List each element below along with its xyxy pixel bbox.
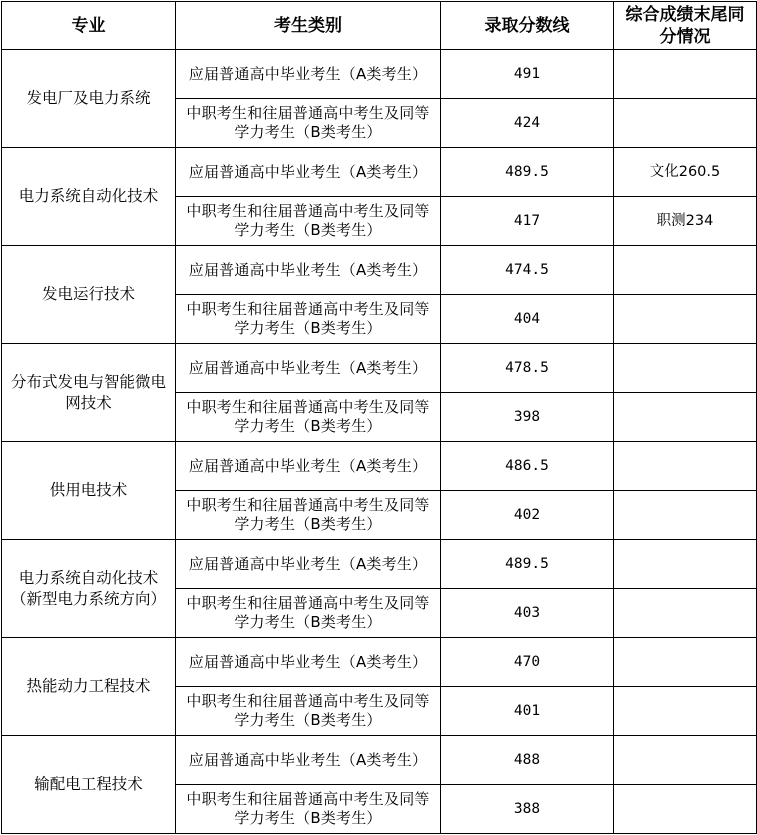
major-cell: 供用电技术 [2,442,176,540]
tie-note-cell [614,736,757,785]
category-b-cell: 中职考生和往届普通高中考生及同等学力考生（B类考生） [176,197,441,246]
tie-note-cell [614,442,757,491]
score-a-cell: 486.5 [441,442,614,491]
score-a-cell: 478.5 [441,344,614,393]
tie-note-cell [614,50,757,99]
tie-note-cell [614,295,757,344]
score-b-cell: 404 [441,295,614,344]
score-a-cell: 470 [441,638,614,687]
header-major: 专业 [2,2,176,50]
header-score: 录取分数线 [441,2,614,50]
tie-note-cell: 文化260.5 [614,148,757,197]
table-row [2,638,757,687]
admission-score-table [1,1,757,834]
category-b-cell: 中职考生和往届普通高中考生及同等学力考生（B类考生） [176,687,441,736]
category-a-cell: 应届普通高中毕业考生（A类考生） [176,736,441,785]
header-category: 考生类别 [176,2,441,50]
major-cell: 电力系统自动化技术 [2,148,176,246]
score-a-cell: 474.5 [441,246,614,295]
table-row [2,344,757,393]
tie-note-cell [614,99,757,148]
score-b-cell: 398 [441,393,614,442]
score-a-cell: 489.5 [441,148,614,197]
major-cell: 输配电工程技术 [2,736,176,834]
category-b-cell: 中职考生和往届普通高中考生及同等学力考生（B类考生） [176,589,441,638]
tie-note-cell: 职测234 [614,197,757,246]
table-row [2,540,757,589]
category-a-cell: 应届普通高中毕业考生（A类考生） [176,344,441,393]
tie-note-cell [614,540,757,589]
table-row [2,442,757,491]
header-tie: 综合成绩末尾同分情况 [614,2,757,50]
table-row [2,50,757,99]
table-row [2,246,757,295]
score-b-cell: 401 [441,687,614,736]
score-b-cell: 403 [441,589,614,638]
score-a-cell: 491 [441,50,614,99]
major-cell: 热能动力工程技术 [2,638,176,736]
table-row [2,148,757,197]
category-b-cell: 中职考生和往届普通高中考生及同等学力考生（B类考生） [176,295,441,344]
header-row [2,2,757,50]
category-a-cell: 应届普通高中毕业考生（A类考生） [176,638,441,687]
table-row [2,736,757,785]
category-b-cell: 中职考生和往届普通高中考生及同等学力考生（B类考生） [176,491,441,540]
category-a-cell: 应届普通高中毕业考生（A类考生） [176,540,441,589]
tie-note-cell [614,687,757,736]
major-cell: 发电运行技术 [2,246,176,344]
tie-note-cell [614,393,757,442]
category-b-cell: 中职考生和往届普通高中考生及同等学力考生（B类考生） [176,393,441,442]
score-a-cell: 489.5 [441,540,614,589]
score-a-cell: 488 [441,736,614,785]
category-a-cell: 应届普通高中毕业考生（A类考生） [176,246,441,295]
score-b-cell: 424 [441,99,614,148]
major-cell: 发电厂及电力系统 [2,50,176,148]
tie-note-cell [614,344,757,393]
major-cell: 分布式发电与智能微电网技术 [2,344,176,442]
score-b-cell: 417 [441,197,614,246]
category-a-cell: 应届普通高中毕业考生（A类考生） [176,50,441,99]
category-b-cell: 中职考生和往届普通高中考生及同等学力考生（B类考生） [176,785,441,834]
major-cell: 电力系统自动化技术（新型电力系统方向） [2,540,176,638]
tie-note-cell [614,638,757,687]
category-a-cell: 应届普通高中毕业考生（A类考生） [176,148,441,197]
category-b-cell: 中职考生和往届普通高中考生及同等学力考生（B类考生） [176,99,441,148]
category-a-cell: 应届普通高中毕业考生（A类考生） [176,442,441,491]
tie-note-cell [614,785,757,834]
tie-note-cell [614,589,757,638]
score-b-cell: 402 [441,491,614,540]
tie-note-cell [614,246,757,295]
score-b-cell: 388 [441,785,614,834]
tie-note-cell [614,491,757,540]
